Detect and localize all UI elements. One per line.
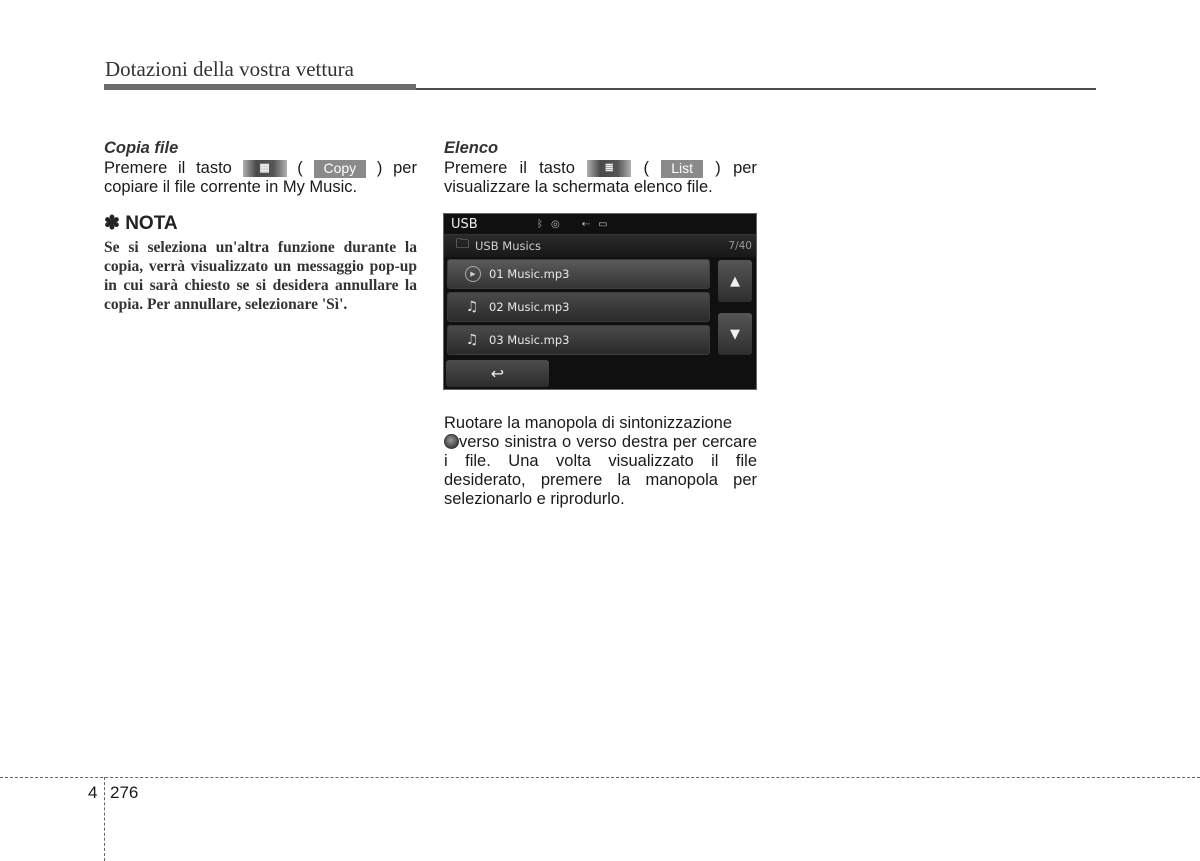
tune-paragraph-line1: Ruotare la manopola di sintonizzazione bbox=[444, 414, 733, 432]
screen-status-bar bbox=[444, 214, 756, 235]
note-title: ✽ NOTA bbox=[104, 213, 178, 234]
bluetooth-icon: ᛒ bbox=[537, 218, 543, 230]
back-arrow-icon: ↩ bbox=[490, 364, 505, 383]
copy-instruction-line2: copiare il file corrente in My Music. bbox=[104, 178, 358, 196]
list-item[interactable] bbox=[447, 292, 710, 322]
section-title-copy-file: Copia file bbox=[104, 139, 179, 157]
copy-key-icon: ▦ bbox=[243, 160, 287, 177]
footer-rule bbox=[0, 777, 1200, 778]
list-item[interactable] bbox=[447, 259, 710, 289]
list-key-icon: ≣ bbox=[587, 160, 631, 177]
right-column bbox=[444, 139, 757, 197]
scroll-up-button[interactable] bbox=[718, 260, 752, 302]
usb-list-screen bbox=[443, 213, 757, 390]
battery-icon: ▭ bbox=[598, 218, 608, 230]
footer-vertical-rule bbox=[104, 777, 105, 861]
folder-row bbox=[444, 235, 756, 257]
header-rule-thick bbox=[104, 84, 416, 90]
file-name: 01 Music.mp3 bbox=[489, 267, 570, 281]
arrow-up-icon: ▲ bbox=[730, 273, 740, 289]
chapter-number: 4 bbox=[88, 783, 98, 802]
folder-icon: 🗀 bbox=[456, 237, 470, 252]
file-name: 03 Music.mp3 bbox=[489, 333, 570, 347]
left-column bbox=[104, 139, 417, 314]
copy-key-label: Copy bbox=[314, 160, 367, 178]
tune-knob-icon bbox=[444, 434, 459, 449]
note-body: Se si seleziona un'altra funzione durante la copia, verrà visualizzato un messaggio pop-up in cui sarà chiesto se si desidera annullare la copia. Per annullare, selezionare 'Sì'. bbox=[104, 239, 417, 313]
folder-name: USB Musics bbox=[475, 239, 541, 253]
music-note-icon: ♫ bbox=[465, 332, 479, 348]
section-title-list: Elenco bbox=[444, 139, 499, 157]
disc-icon: ◎ bbox=[551, 218, 560, 230]
list-instruction-line: Premere il tasto ≣ ( List ) per bbox=[444, 159, 757, 177]
tune-paragraph bbox=[444, 414, 757, 509]
arrow-down-icon: ▼ bbox=[730, 326, 740, 342]
usb-icon: ⇠ bbox=[581, 218, 591, 230]
list-key-label: List bbox=[661, 160, 703, 178]
list-instruction-line2: visualizzare la schermata elenco file. bbox=[444, 178, 713, 196]
back-button[interactable] bbox=[446, 360, 549, 387]
music-note-icon: ♫ bbox=[465, 299, 479, 315]
header-rule-thin bbox=[416, 88, 1096, 90]
file-count: 7/40 bbox=[728, 240, 752, 252]
file-name: 02 Music.mp3 bbox=[489, 300, 570, 314]
page-number: 276 bbox=[110, 783, 139, 802]
page-header-title: Dotazioni della vostra vettura bbox=[105, 57, 354, 81]
play-icon: ▶ bbox=[465, 266, 481, 282]
tune-paragraph-body: verso sinistra o verso destra per cercare i file. Una volta visualizzato il file desiderato, premere la manopola per selezionarlo e riprodurlo. bbox=[444, 433, 757, 508]
source-label: USB bbox=[451, 216, 478, 232]
scroll-down-button[interactable] bbox=[718, 313, 752, 355]
list-item[interactable] bbox=[447, 325, 710, 355]
copy-instruction-line: Premere il tasto ▦ ( Copy ) per bbox=[104, 159, 417, 177]
